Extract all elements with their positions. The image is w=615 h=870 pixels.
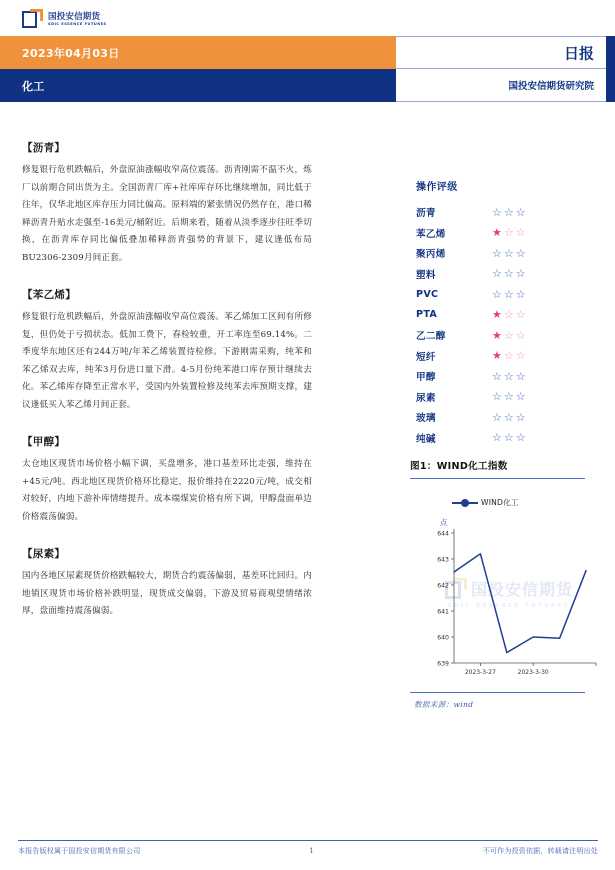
section-body: 国内各地区尿素现货价格跌幅较大，期货合约震荡偏弱，基差环比回归。内地销区现货市场价格补跌明显，现货成交偏弱，下游及贸易商观望情绪浓厚，盘面维持震荡偏弱。 bbox=[22, 571, 312, 616]
star-hollow-icon: ☆ bbox=[515, 390, 526, 404]
logo-name-en: SDIC ESSENCE FUTURES bbox=[48, 21, 107, 26]
rating-stars bbox=[492, 432, 526, 443]
rating-row bbox=[410, 346, 595, 367]
logo-square-blue-icon bbox=[22, 11, 37, 28]
chart-y-tick-label: 640 bbox=[437, 634, 449, 642]
star-filled-icon: ★ bbox=[492, 349, 502, 363]
star-hollow-icon: ☆ bbox=[503, 226, 514, 240]
chart-block bbox=[410, 458, 600, 710]
star-hollow-icon: ☆ bbox=[503, 369, 514, 383]
section-body: 修复银行危机跌幅后，外盘原油涨幅收窄高位震荡。沥青刚需不温不火，炼厂以前期合同出货为主。全国沥青厂库+社库库存环比继续增加，同比低于往年，仅华北地区库存压力同比偏高。原料端的紧张情况仍然存在，港口稀释沥青升贴水走强至-16美元/桶附近。后期来看，随着从淡季逐步往旺季切换，在沥青库存同比偏低叠加稀释沥青强势的背景下，建议逢低布局BU2306-2309月间正套。 bbox=[22, 165, 312, 263]
rating-row bbox=[410, 387, 595, 408]
rating-commodity-name: 塑料 bbox=[416, 269, 436, 281]
rating-commodity-name: PTA bbox=[416, 309, 438, 321]
star-hollow-icon: ☆ bbox=[492, 267, 502, 281]
star-hollow-icon: ☆ bbox=[492, 431, 502, 445]
chart-y-tick-label: 642 bbox=[437, 582, 449, 590]
rating-row bbox=[410, 366, 595, 387]
article-section bbox=[22, 287, 312, 414]
rating-row bbox=[410, 264, 595, 285]
watermark-name-en: SDIC ESSENCE FUTURES bbox=[447, 603, 571, 609]
chart-y-tick-label: 644 bbox=[437, 530, 449, 538]
rating-row bbox=[410, 325, 595, 346]
header-right-accent bbox=[606, 36, 615, 102]
header-right-block bbox=[396, 36, 615, 102]
star-hollow-icon: ☆ bbox=[515, 369, 526, 383]
star-hollow-icon: ☆ bbox=[503, 308, 514, 322]
star-hollow-icon: ☆ bbox=[515, 410, 526, 424]
rating-stars bbox=[492, 248, 526, 259]
rating-commodity-name: 尿素 bbox=[416, 392, 436, 404]
section-title: 【尿素】 bbox=[22, 548, 66, 560]
star-hollow-icon: ☆ bbox=[503, 287, 514, 301]
footer-divider bbox=[18, 840, 598, 841]
rating-row bbox=[410, 202, 595, 223]
chart-divider-top bbox=[410, 478, 585, 479]
chart-plot-area bbox=[410, 485, 600, 690]
article-column bbox=[22, 140, 312, 641]
star-hollow-icon: ☆ bbox=[515, 226, 526, 240]
star-hollow-icon: ☆ bbox=[515, 349, 526, 363]
rating-row bbox=[410, 223, 595, 244]
rating-row bbox=[410, 284, 595, 305]
footer bbox=[18, 846, 598, 856]
section-title: 【沥青】 bbox=[22, 142, 66, 154]
chart-svg bbox=[410, 485, 600, 690]
star-hollow-icon: ☆ bbox=[503, 267, 514, 281]
rating-stars bbox=[492, 371, 526, 382]
chart-x-tick-label: 2023-3-27 bbox=[464, 669, 496, 676]
star-hollow-icon: ☆ bbox=[503, 390, 514, 404]
watermark-name-cn: 国投安信期货 bbox=[470, 580, 573, 599]
rating-commodity-name: PVC bbox=[416, 288, 439, 300]
rating-row bbox=[410, 305, 595, 326]
operation-rating-panel bbox=[410, 178, 595, 448]
star-hollow-icon: ☆ bbox=[503, 328, 514, 342]
star-hollow-icon: ☆ bbox=[492, 246, 502, 260]
star-hollow-icon: ☆ bbox=[515, 287, 526, 301]
rating-stars bbox=[492, 227, 526, 238]
star-filled-icon: ★ bbox=[492, 308, 502, 322]
rating-stars bbox=[492, 207, 526, 218]
chart-y-tick-label: 641 bbox=[437, 608, 449, 616]
footer-disclaimer: 不可作为投资依据，转载请注明出处 bbox=[482, 847, 598, 855]
rating-commodity-name: 沥青 bbox=[416, 208, 436, 220]
star-hollow-icon: ☆ bbox=[515, 205, 526, 219]
chart-x-tick-label: 2023-3-30 bbox=[517, 669, 549, 676]
rating-row bbox=[410, 243, 595, 264]
star-hollow-icon: ☆ bbox=[515, 246, 526, 260]
article-section bbox=[22, 546, 312, 621]
chart-series-line bbox=[454, 554, 586, 653]
rating-commodity-name: 甲醇 bbox=[416, 372, 436, 384]
logo-name-cn: 国投安信期货 bbox=[48, 11, 101, 22]
rating-commodity-name: 乙二醇 bbox=[416, 331, 446, 343]
section-body: 太仓地区现货市场价格小幅下调，买盘增多，港口基差环比走强，维持在+45元/吨。西北地区现货价格环比稳定，报价维持在2220元/吨，成交相对较好，内地下游补库情绪提升。成本端煤炭价格有所下调，甲醇盘面单边价格震荡偏弱。 bbox=[22, 459, 312, 522]
star-hollow-icon: ☆ bbox=[503, 431, 514, 445]
chart-y-ticks bbox=[437, 530, 454, 667]
article-section bbox=[22, 434, 312, 526]
company-logo bbox=[22, 9, 107, 30]
institute-label: 国投安信期货研究院 bbox=[508, 81, 594, 92]
logo-mark-icon bbox=[22, 9, 43, 30]
section-title: 【甲醇】 bbox=[22, 436, 66, 448]
rating-stars bbox=[492, 330, 526, 341]
chart-title: 图1：WIND化工指数 bbox=[410, 461, 508, 472]
rating-commodity-name: 聚丙烯 bbox=[416, 249, 446, 261]
star-hollow-icon: ☆ bbox=[515, 308, 526, 322]
institute-box bbox=[396, 69, 606, 102]
star-hollow-icon: ☆ bbox=[492, 390, 502, 404]
chart-source-note: 数据来源：wind bbox=[414, 700, 474, 709]
rating-stars bbox=[492, 412, 526, 423]
star-filled-icon: ★ bbox=[492, 328, 502, 342]
chart-y-tick-label: 639 bbox=[437, 660, 449, 668]
chart-y-axis-unit: 点 bbox=[440, 518, 448, 527]
rating-stars bbox=[492, 350, 526, 361]
rating-commodity-name: 玻璃 bbox=[416, 413, 436, 425]
rating-stars bbox=[492, 309, 526, 320]
section-body: 修复银行危机跌幅后，外盘原油涨幅收窄高位震荡。苯乙烯加工区间有所修复，但仍处于亏损状态。低加工费下，春检较重，开工率连至69.14%。二季度华东地区还有244万吨/年苯乙烯装置待检修。下游刚需采购，纯苯和苯乙烯双去库，纯苯3月份进口量下滑。4-5月份纯苯港口库存预计继续去化。苯乙烯库存降至正常水平，受国内外装置检修及纯苯去库预期支撑，建议逢低买入苯乙烯月间正套。 bbox=[22, 312, 312, 410]
rating-commodity-name: 苯乙烯 bbox=[416, 228, 446, 240]
rating-stars bbox=[492, 268, 526, 279]
rating-row bbox=[410, 428, 595, 449]
logo-text bbox=[48, 13, 107, 27]
star-hollow-icon: ☆ bbox=[503, 246, 514, 260]
rating-rows-container bbox=[410, 202, 595, 448]
star-hollow-icon: ☆ bbox=[515, 431, 526, 445]
footer-page-number: 1 bbox=[309, 847, 314, 855]
report-date: 2023年04月03日 bbox=[22, 46, 120, 60]
rating-row bbox=[410, 407, 595, 428]
rating-panel-heading: 操作评级 bbox=[416, 182, 458, 193]
article-section bbox=[22, 140, 312, 267]
chart-y-tick-label: 643 bbox=[437, 556, 449, 564]
star-hollow-icon: ☆ bbox=[492, 205, 502, 219]
star-hollow-icon: ☆ bbox=[503, 410, 514, 424]
rating-stars bbox=[492, 391, 526, 402]
rating-commodity-name: 纯碱 bbox=[416, 433, 436, 445]
report-category: 化工 bbox=[22, 79, 45, 93]
doc-type-label: 日报 bbox=[563, 44, 594, 62]
rating-commodity-name: 短纤 bbox=[416, 351, 436, 363]
star-hollow-icon: ☆ bbox=[492, 410, 502, 424]
doc-type-box bbox=[396, 36, 606, 69]
date-bar bbox=[0, 36, 396, 69]
category-bar bbox=[0, 69, 396, 102]
section-title: 【苯乙烯】 bbox=[22, 289, 76, 301]
star-filled-icon: ★ bbox=[492, 226, 502, 240]
rating-stars bbox=[492, 289, 526, 300]
legend-label: WIND化工 bbox=[481, 498, 519, 507]
star-hollow-icon: ☆ bbox=[503, 205, 514, 219]
star-hollow-icon: ☆ bbox=[503, 349, 514, 363]
star-hollow-icon: ☆ bbox=[492, 369, 502, 383]
footer-copyright: 本报告版权属于国投安信期货有限公司 bbox=[18, 847, 141, 855]
masthead bbox=[0, 0, 615, 36]
star-hollow-icon: ☆ bbox=[515, 328, 526, 342]
chart-x-ticks bbox=[465, 663, 596, 676]
star-hollow-icon: ☆ bbox=[492, 287, 502, 301]
star-hollow-icon: ☆ bbox=[515, 267, 526, 281]
